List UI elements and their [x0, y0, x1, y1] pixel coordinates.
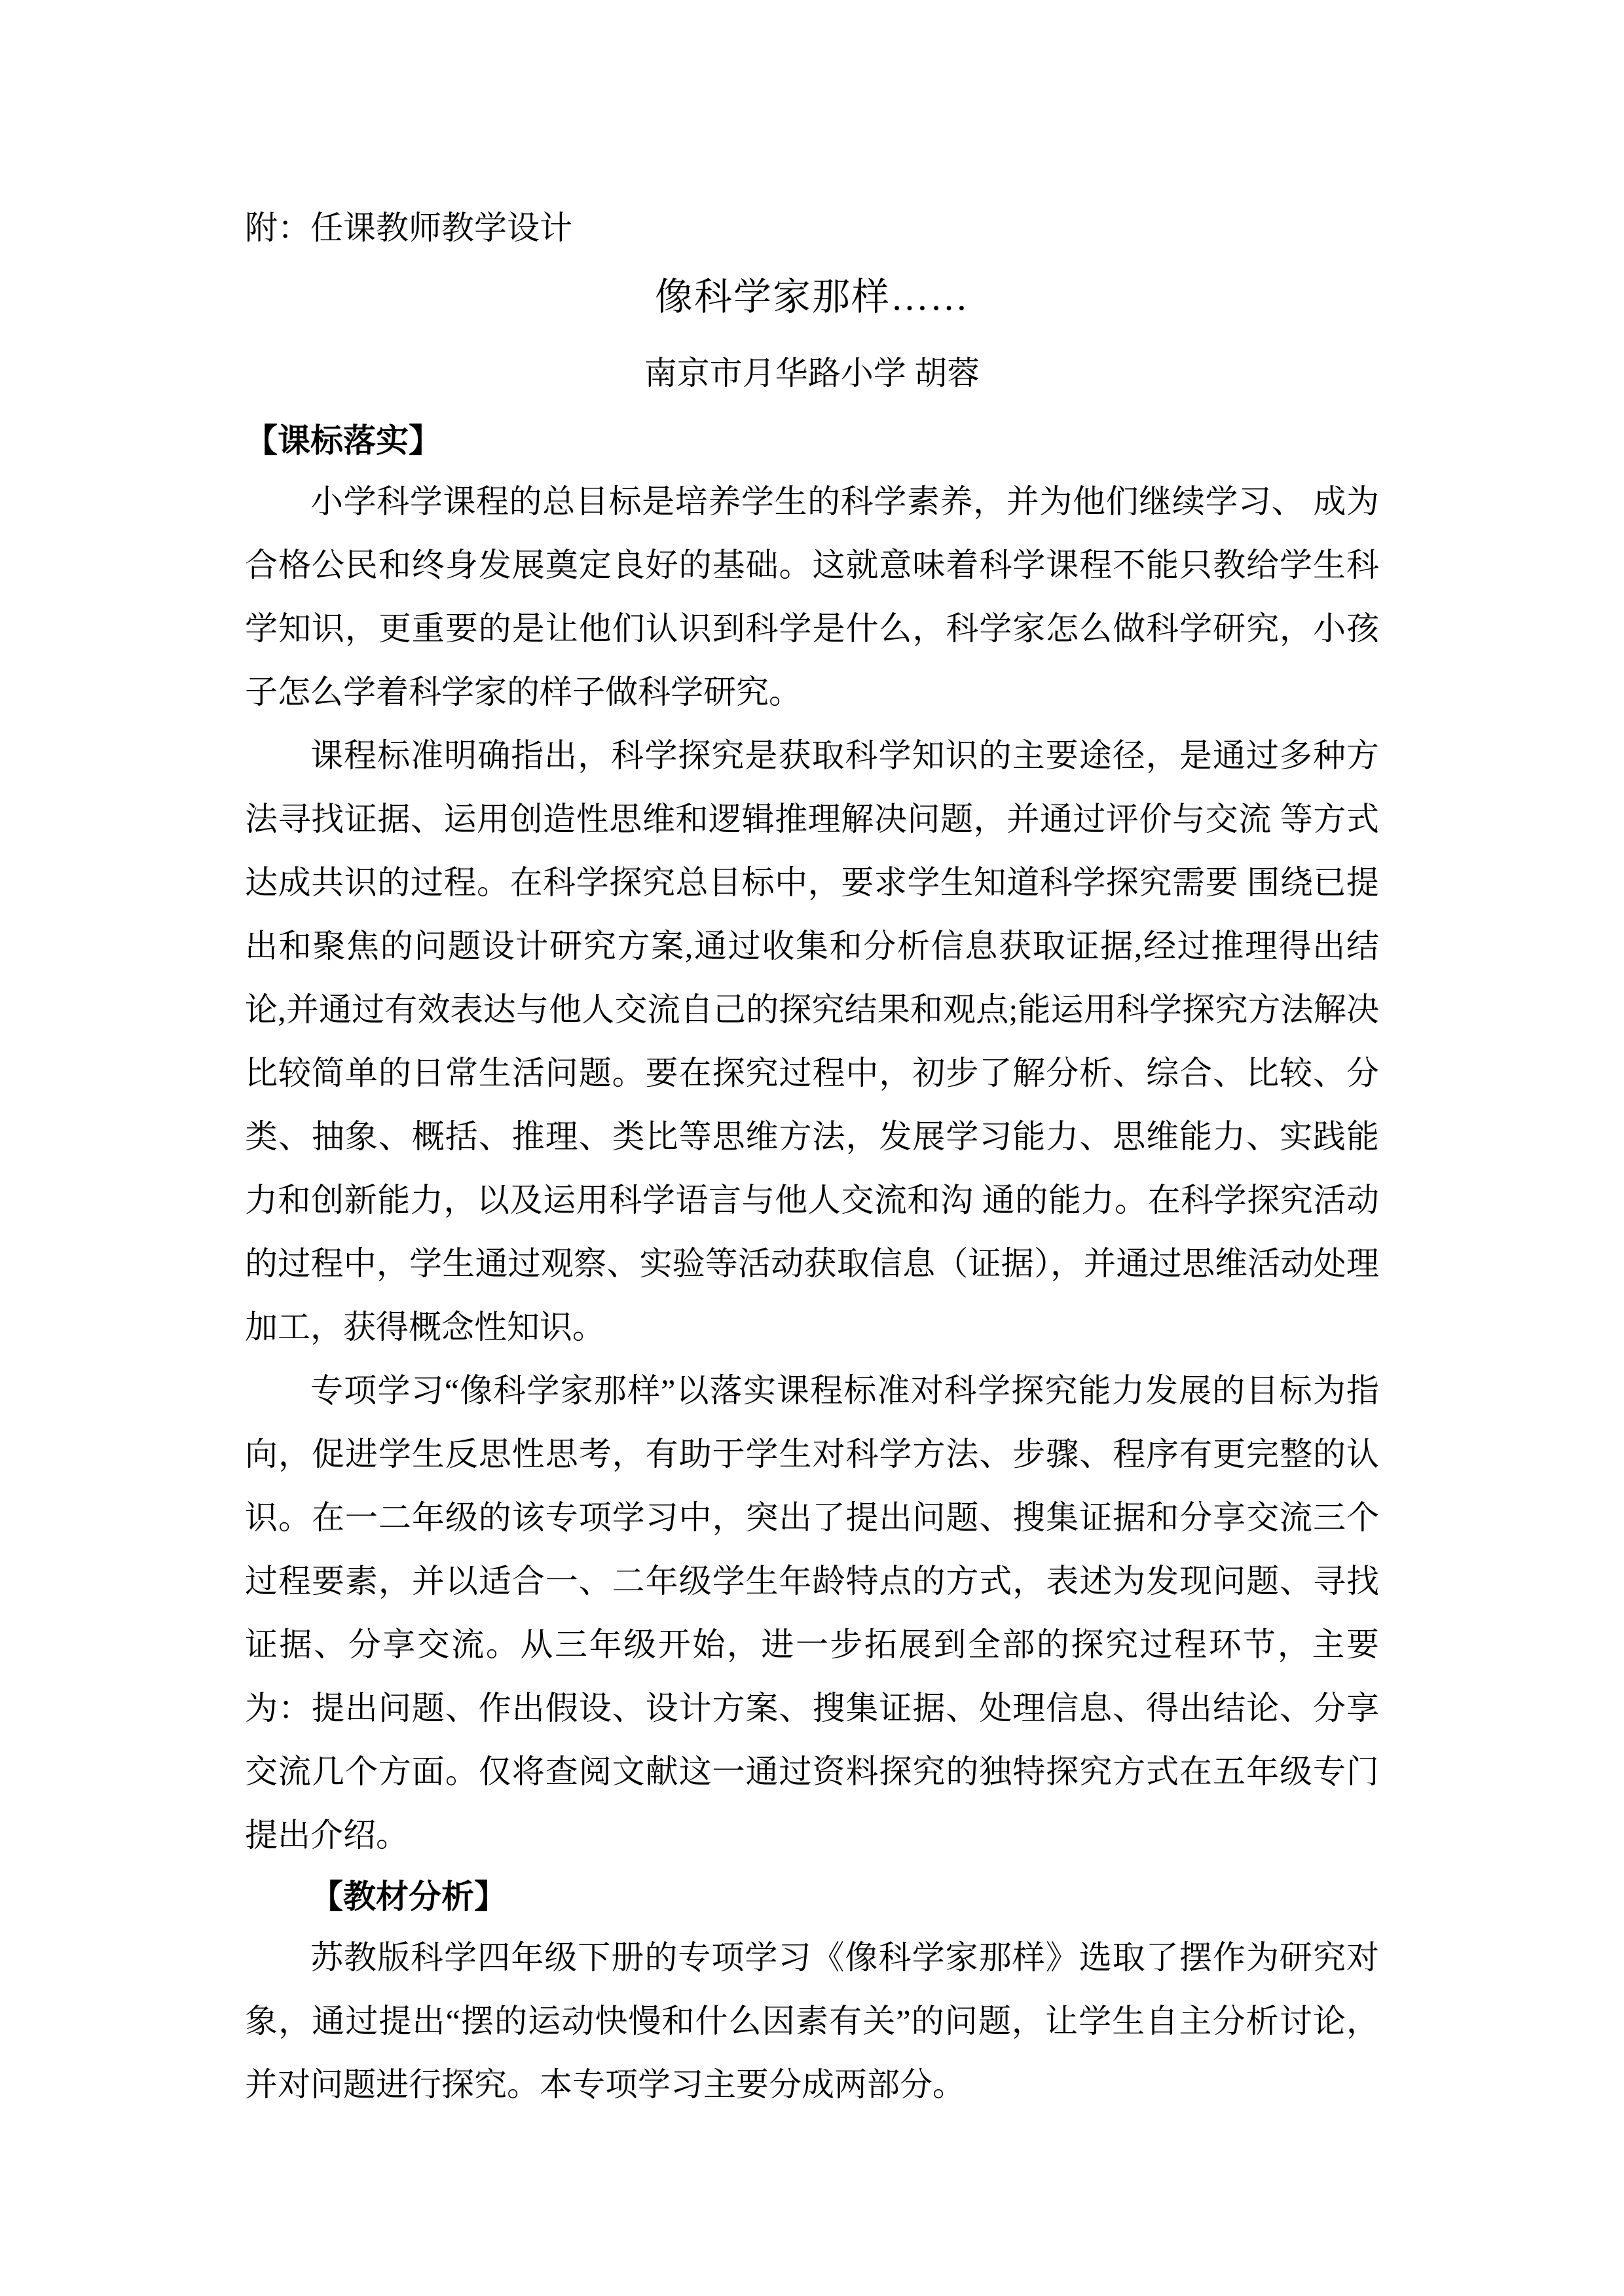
paragraph-textbook-1: 苏教版科学四年级下册的专项学习《像科学家那样》选取了摆作为研究对象，通过提出“摆的运动快慢和什么因素有关”的问题，让学生自主分析讨论，并对问题进行探究。本专项学习主要分成两部分。: [245, 1939, 1379, 2103]
paragraph-curriculum-3: 专项学习“像科学家那样”以落实课程标准对科学探究能力发展的目标为指向，促进学生反思性思考，有助于学生对科学方法、步骤、程序有更完整的认识。在一二年级的该专项学习中，突出了提出问题、搜集证据和分享交流三个过程要素，并以适合一、二年级学生年龄特点的方式，表述为发现问题、寻找证据、分享交流。从三年级开始，进一步拓展到全部的探究过程环节，主要为：提出问题、作出假设、设计方案、搜集证据、处理信息、得出结论、分享交流几个方面。仅将查阅文献这一通过资料探究的独特探究方式在五年级专门提出介绍。: [245, 1372, 1379, 1853]
section-heading-curriculum-standards: 【课标落实】: [245, 422, 441, 459]
author-line: 南京市月华路小学 胡蓉: [644, 355, 980, 392]
document-title: 像科学家那样……: [654, 276, 969, 318]
section-heading-textbook-analysis: 【教材分析】: [310, 1878, 507, 1915]
paragraph-curriculum-1: 小学科学课程的总目标是培养学生的科学素养，并为他们继续学习、 成为合格公民和终身发展奠定良好的基础。这就意味着科学课程不能只教给学生科学知识，更重要的是让他们认识到科学是什么，科学家怎么做科学研究，小孩子怎么学着科学家的样子做科学研究。: [245, 483, 1379, 710]
paragraph-curriculum-2: 课程标准明确指出，科学探究是获取科学知识的主要途径，是通过多种方法寻找证据、运用创造性思维和逻辑推理解决问题，并通过评价与交流 等方式达成共识的过程。在科学探究总目标中，要求学生知道科学探究需要 围绕已提出和聚焦的问题设计研究方案,通过收集和分析信息获取证据,经过推理得出结论,并通过有效表达与他人交流自己的探究结果和观点;能运用科学探究方法解决比较简单的日常生活问题。要在探究过程中，初步了解分析、综合、比较、分类、抽象、概括、推理、类比等思维方法，发展学习能力、思维能力、实践能力和创新能力，以及运用科学语言与他人交流和沟 通的能力。在科学探究活动的过程中，学生通过观察、实验等活动获取信息（证据），并通过思维活动处理加工，获得概念性知识。: [245, 737, 1379, 1345]
attachment-note: 附：任课教师教学设计: [245, 210, 572, 246]
